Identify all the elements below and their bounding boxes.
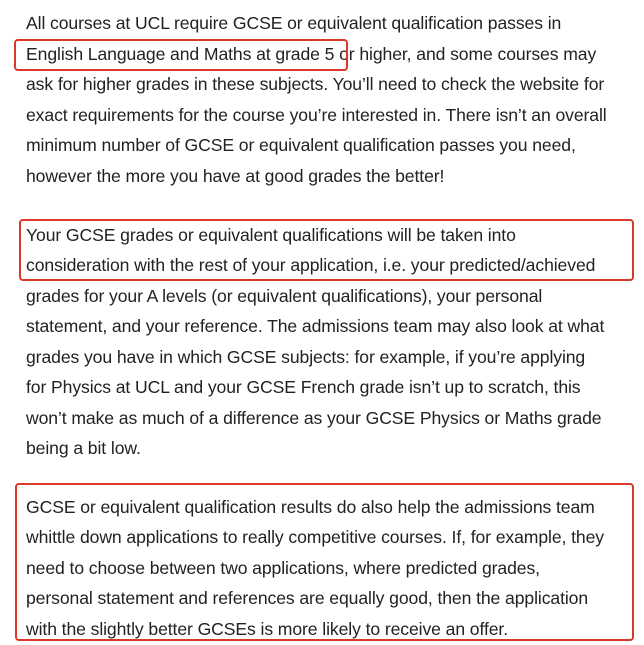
highlight-box-1 (14, 39, 348, 71)
text-line: personal statement and references are equally good, then the application (26, 588, 589, 608)
text-line: need to choose between two applications, where predicted grades, (26, 558, 540, 578)
highlight-box-3 (15, 483, 634, 641)
text-line: won’t make as much of a difference as your GCSE Physics or Maths grade (26, 408, 602, 428)
highlight-box-2 (19, 219, 634, 281)
text-line: however the more you have at good grades the better! (26, 166, 445, 186)
text-line: minimum number of GCSE or equivalent qualification passes you need, (26, 135, 576, 155)
text-line: Your GCSE grades or equivalent qualifications will be taken into (26, 225, 516, 245)
text-line: GCSE or equivalent qualification results do also help the admissions team (26, 497, 595, 517)
text-line: for Physics at UCL and your GCSE French grade isn’t up to scratch, this (26, 377, 581, 397)
text-line: statement, and your reference. The admissions team may also look at what (26, 316, 605, 336)
text-line: being a bit low. (26, 438, 141, 458)
text-line: whittle down applications to really competitive courses. If, for example, they (26, 527, 604, 547)
text-line: English Language and Maths at grade 5 or higher, and some courses may (26, 44, 597, 64)
text-line: exact requirements for the course you’re interested in. There isn’t an overall (26, 105, 607, 125)
text-line: grades for your A levels (or equivalent qualifications), your personal (26, 286, 543, 306)
text-line: All courses at UCL require GCSE or equivalent qualification passes in (26, 13, 562, 33)
text-line: with the slightly better GCSEs is more likely to receive an offer. (26, 619, 508, 639)
text-line: grades you have in which GCSE subjects: for example, if you’re applying (26, 347, 586, 367)
text-line: consideration with the rest of your application, i.e. your predicted/achieved (26, 255, 596, 275)
text-line: ask for higher grades in these subjects. You’ll need to check the website for (26, 74, 605, 94)
